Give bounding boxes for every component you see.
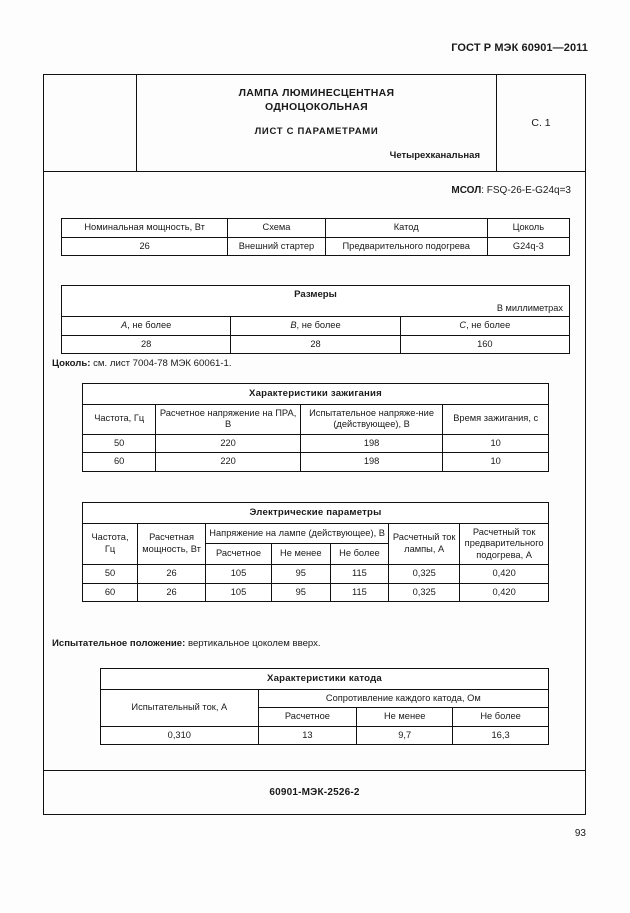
lamp-variant-label: Четырехканальная xyxy=(389,150,480,161)
test-position-text: вертикальное цоколем вверх. xyxy=(185,638,321,649)
table-row xyxy=(83,503,549,524)
cell-el-voltage-max: 115 xyxy=(330,583,388,602)
cap-note-label: Цоколь: xyxy=(52,358,91,369)
sheet-footer-code: 60901-МЭК-2526-2 xyxy=(44,770,585,814)
cell-el-voltage-rated: 105 xyxy=(206,565,272,584)
dim-a-qualifier: , не более xyxy=(127,320,172,330)
cell-el-preheat-current: 0,420 xyxy=(460,565,549,584)
cell-ign-time: 10 xyxy=(443,434,549,453)
header-el-preheat-current: Расчетный ток предварительного подогрева, А xyxy=(460,523,549,565)
cell-el-lamp-current: 0,325 xyxy=(389,583,460,602)
lamp-type-title xyxy=(151,86,482,114)
table-row xyxy=(83,404,549,434)
electrical-parameters-table xyxy=(82,502,549,602)
dim-b-qualifier: , не более xyxy=(296,320,341,330)
cell-el-voltage-rated: 105 xyxy=(206,583,272,602)
header-el-lamp-current: Расчетный ток лампы, А xyxy=(389,523,460,565)
header-ign-frequency: Частота, Гц xyxy=(83,404,156,434)
dimensions-units: В миллиметрах xyxy=(496,302,563,313)
table-row xyxy=(83,453,549,472)
header-el-frequency: Частота, Гц xyxy=(83,523,138,565)
header-el-voltage-group: Напряжение на лампе (действующее), В xyxy=(206,523,389,544)
lamp-type-line1: ЛАМПА ЛЮМИНЕСЦЕНТНАЯ xyxy=(238,87,395,99)
mcol-value: FSQ-26-E-G24q=3 xyxy=(486,185,571,196)
electrical-caption: Электрические параметры xyxy=(83,503,549,524)
cell-el-preheat-current: 0,420 xyxy=(460,583,549,602)
header-cap: Цоколь xyxy=(487,219,569,238)
cap-reference-note xyxy=(52,358,232,369)
header-cat-resistance-max: Не более xyxy=(453,708,549,727)
dim-a-symbol: A xyxy=(121,320,128,330)
dimensions-caption-cell xyxy=(62,286,570,317)
title-block-left-cell xyxy=(44,75,137,171)
datasheet-subtitle: ЛИСТ С ПАРАМЕТРАМИ xyxy=(254,126,379,137)
header-cat-resistance-min: Не менее xyxy=(357,708,453,727)
value-dim-c: 160 xyxy=(400,335,569,354)
header-dim-c xyxy=(400,317,569,336)
header-ign-time: Время зажигания, с xyxy=(443,404,549,434)
header-dim-a xyxy=(62,317,231,336)
table-row xyxy=(83,523,549,544)
standard-header: ГОСТ Р МЭК 60901—2011 xyxy=(451,42,588,54)
value-nominal-power: 26 xyxy=(62,237,228,256)
cell-el-voltage-min: 95 xyxy=(271,565,330,584)
cell-ign-frequency: 60 xyxy=(83,453,156,472)
cathode-characteristics-table xyxy=(100,668,549,745)
sheet-body xyxy=(44,172,585,769)
test-position-note xyxy=(52,638,321,649)
table-row xyxy=(101,726,549,745)
table-row xyxy=(83,565,549,584)
cell-ign-test-voltage: 198 xyxy=(300,434,443,453)
cell-el-frequency: 50 xyxy=(83,565,138,584)
sheet-number-cell: С. 1 xyxy=(531,117,551,129)
header-cat-resistance-group: Сопротивление каждого катода, Ом xyxy=(258,689,548,708)
dim-c-symbol: C xyxy=(459,320,467,330)
test-position-label: Испытательное положение: xyxy=(52,638,186,649)
value-cap: G24q-3 xyxy=(487,237,569,256)
cell-ign-frequency: 50 xyxy=(83,434,156,453)
table-row xyxy=(62,317,570,336)
lamp-type-line2: ОДНОЦОКОЛЬНАЯ xyxy=(265,101,368,113)
header-el-voltage-min: Не менее xyxy=(271,544,330,565)
cell-cat-resistance-min: 9,7 xyxy=(357,726,453,745)
header-dim-b xyxy=(231,317,400,336)
cell-ign-test-voltage: 198 xyxy=(300,453,443,472)
dim-c-qualifier: , не более xyxy=(466,320,511,330)
table-row xyxy=(62,286,570,317)
parameter-sheet-frame xyxy=(43,74,586,815)
title-block-center-cell xyxy=(137,75,497,171)
cell-cat-resistance-max: 16,3 xyxy=(453,726,549,745)
cell-el-lamp-current: 0,325 xyxy=(389,565,460,584)
cell-el-voltage-min: 95 xyxy=(271,583,330,602)
cell-el-power: 26 xyxy=(138,583,206,602)
dimensions-caption: Размеры xyxy=(294,289,337,300)
header-circuit: Схема xyxy=(228,219,326,238)
table-row xyxy=(62,335,570,354)
mcol-designation xyxy=(44,172,585,196)
table-row xyxy=(83,434,549,453)
header-ign-ballast-voltage: Расчетное напряжение на ПРА, В xyxy=(156,404,300,434)
value-cathode: Предварительного подогрева xyxy=(325,237,487,256)
mcol-separator: : xyxy=(481,185,487,196)
ignition-characteristics-table xyxy=(82,383,549,472)
table-row xyxy=(83,384,549,405)
dim-b-symbol: B xyxy=(290,320,297,330)
cell-ign-ballast-voltage: 220 xyxy=(156,453,300,472)
header-ign-test-voltage: Испытательное напряже-ние (действующее), В xyxy=(300,404,443,434)
basic-parameters-table xyxy=(61,218,570,256)
value-circuit: Внешний стартер xyxy=(228,237,326,256)
table-row xyxy=(101,669,549,690)
cell-ign-ballast-voltage: 220 xyxy=(156,434,300,453)
ignition-caption: Характеристики зажигания xyxy=(83,384,549,405)
cell-el-frequency: 60 xyxy=(83,583,138,602)
header-cathode: Катод xyxy=(325,219,487,238)
cell-cat-resistance-rated: 13 xyxy=(258,726,357,745)
table-row xyxy=(83,583,549,602)
header-nominal-power: Номинальная мощность, Вт xyxy=(62,219,228,238)
dimensions-table xyxy=(61,285,570,354)
cathode-caption: Характеристики катода xyxy=(101,669,549,690)
cell-el-voltage-max: 115 xyxy=(330,565,388,584)
header-cat-test-current: Испытательный ток, А xyxy=(101,689,259,726)
value-dim-a: 28 xyxy=(62,335,231,354)
cap-note-text: см. лист 7004-78 МЭК 60061-1. xyxy=(90,358,232,369)
cell-ign-time: 10 xyxy=(443,453,549,472)
mcol-label: МСОЛ xyxy=(451,185,482,196)
table-row xyxy=(62,237,570,256)
header-cat-resistance-rated: Расчетное xyxy=(258,708,357,727)
cell-cat-test-current: 0,310 xyxy=(101,726,259,745)
value-dim-b: 28 xyxy=(231,335,400,354)
table-row xyxy=(62,219,570,238)
table-row xyxy=(101,689,549,708)
cell-el-power: 26 xyxy=(138,565,206,584)
title-block xyxy=(44,75,585,172)
header-el-voltage-max: Не более xyxy=(330,544,388,565)
header-el-voltage-rated: Расчетное xyxy=(206,544,272,565)
header-el-power: Расчетная мощность, Вт xyxy=(138,523,206,565)
page-number: 93 xyxy=(574,828,586,839)
